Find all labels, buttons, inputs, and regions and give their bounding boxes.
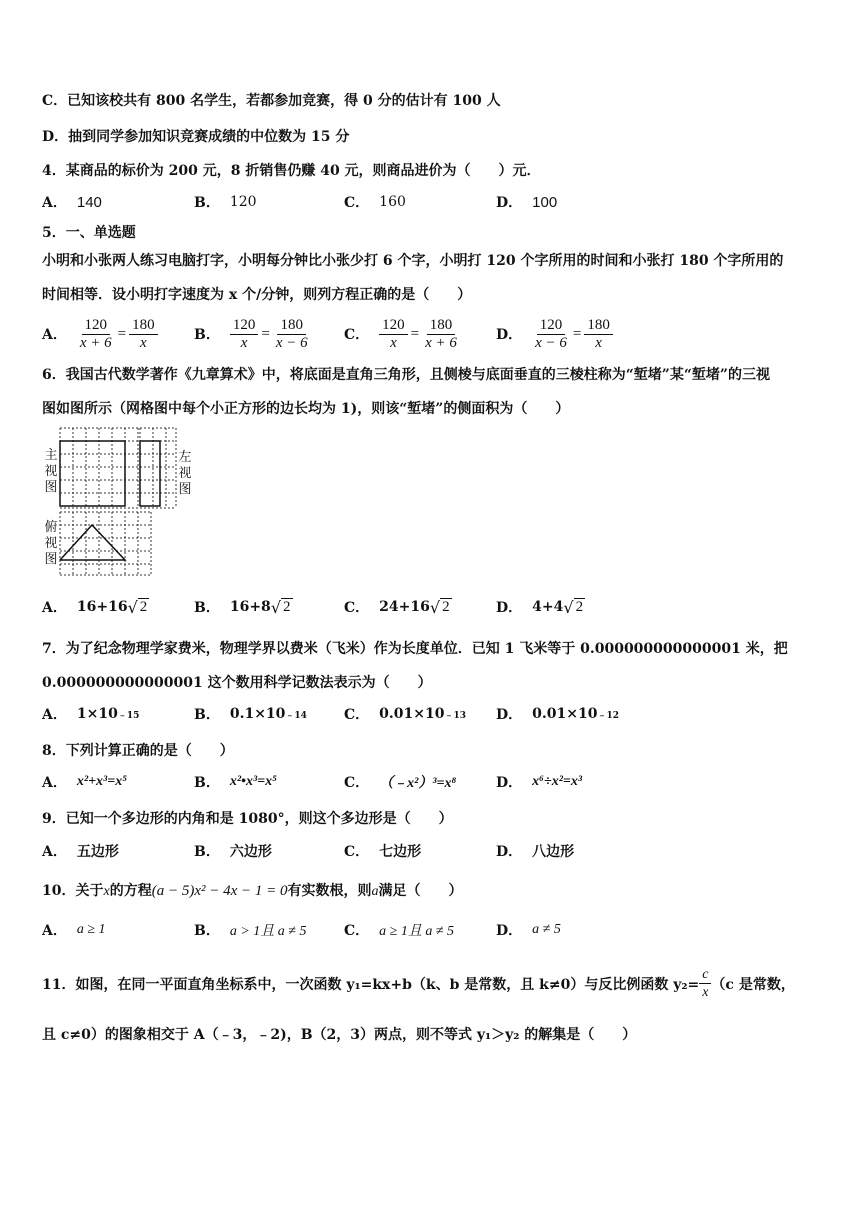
- q10-options: [42, 913, 842, 947]
- top-view-label: 俯视图: [44, 520, 58, 567]
- q5-option-d: D． $\frac{120}{x - 6}$ = $\frac{180}{x}$: [496, 314, 613, 354]
- q4-option-a: A． 140: [42, 193, 102, 211]
- q10-option-a: A． a ≥ 1: [42, 922, 106, 939]
- q6-option-b: B． 16+8 √ 2: [194, 597, 291, 617]
- q5-heading: 5．一、单选题: [42, 225, 136, 241]
- q9-option-b: B． 六边形: [194, 844, 272, 860]
- fraction: $\frac{120}{x}$: [230, 317, 259, 352]
- fraction: $\frac{120}{x - 6}$: [535, 316, 567, 351]
- q9-option-d: D． 八边形: [496, 844, 575, 860]
- fraction: $\frac{180}{x}$: [584, 317, 613, 352]
- q4-option-d: D． 100: [496, 193, 558, 211]
- q9-stem: 9．已知一个多边形的内角和是 1080°，则这个多边形是（ ）: [42, 811, 453, 827]
- front-view-label: 主视图: [44, 448, 58, 495]
- sqrt: √ 2: [429, 597, 450, 617]
- fraction: $\frac{180}{x}$: [129, 317, 158, 352]
- q7-stem-line1: 7．为了纪念物理学家费米，物理学界以费米（飞米）作为长度单位．已知 1 飞米等于 0.000000000000001 米，把: [42, 641, 788, 657]
- q8-option-a: A． x²+x³=x⁵: [42, 774, 128, 791]
- fraction: $\frac{180}{x + 6}$: [425, 316, 457, 351]
- q6-option-a: A． 16+16 √ 2: [42, 597, 148, 617]
- q5-option-a: A． $\frac{120}{x + 6}$ = $\frac{180}{x}$: [42, 314, 158, 354]
- three-view-grid: [42, 420, 202, 585]
- q6-stem-line2: 图如图所示（网格图中每个小正方形的边长均为 1)，则该“堑堵”的侧面积为（ ）: [42, 401, 570, 417]
- q10-option-c: C． a ≥ 1且 a ≠ 5: [344, 923, 455, 939]
- sqrt: √ 2: [563, 597, 584, 617]
- q6-stem-line1: 6．我国古代数学著作《九章算术》中，将底面是直角三角形，且侧棱与底面垂直的三棱柱称为“堑堵”某“堑堵”的三视: [42, 367, 770, 383]
- q9-options: [42, 834, 842, 868]
- fraction: $\frac{120}{x + 6}$: [79, 316, 112, 351]
- q7-option-d: D． 0.01×10 ﹣12: [496, 706, 619, 723]
- q4-option-c: C． 160: [344, 194, 406, 211]
- sqrt: √ 2: [270, 597, 291, 617]
- q3-option-d: D．抽到同学参加知识竞赛成绩的中位数为 15 分: [42, 129, 350, 145]
- q4-stem: 4．某商品的标价为 200 元，8 折销售仍赚 40 元，则商品进价为（ ）元．: [42, 163, 541, 179]
- q4-options: [42, 185, 842, 219]
- q7-option-c: C． 0.01×10 ﹣13: [344, 706, 466, 723]
- q3-option-c: C．已知该校共有 800 名学生，若都参加竞赛，得 0 分的估计有 100 人: [42, 93, 501, 109]
- q8-option-b: B． x²•x³=x⁵: [194, 774, 277, 791]
- q11-stem-line1: 11．如图，在同一平面直角坐标系中，一次函数 y₁=kx+b（k、b 是常数，且 k≠0）与反比例函数 y₂= $\frac{c}{x}$ （c 是常数，: [42, 967, 795, 1000]
- q4-option-b: B． 120: [194, 194, 257, 211]
- q8-options: [42, 765, 842, 799]
- q5-options: [42, 314, 842, 354]
- q5-stem-line1: 小明和小张两人练习电脑打字，小明每分钟比小张少打 6 个字，小明打 120 个字所用的时间和小张打 180 个字所用的: [42, 253, 784, 269]
- q10-stem: 10．关于x的方程(a − 5)x² − 4x − 1 = 0有实数根，则a满足（ ）: [42, 883, 463, 899]
- q8-stem: 8．下列计算正确的是（ ）: [42, 743, 234, 759]
- sqrt: √ 2: [127, 597, 148, 617]
- left-view-label: 左视图: [178, 450, 192, 497]
- fraction: $\frac{c}{x}$: [699, 966, 711, 1001]
- q7-option-a: A． 1×10 ﹣15: [42, 706, 140, 723]
- q8-option-d: D． x⁶÷x²=x³: [496, 774, 583, 791]
- q6-options: [42, 590, 842, 624]
- q7-option-b: B． 0.1×10 ﹣14: [194, 706, 307, 723]
- q5-option-b: B． $\frac{120}{x}$ = $\frac{180}{x - 6}$: [194, 314, 311, 354]
- fraction: $\frac{120}{x}$: [379, 317, 408, 352]
- q9-option-c: C． 七边形: [344, 844, 422, 860]
- fraction: $\frac{180}{x - 6}$: [275, 316, 308, 351]
- q8-option-c: C． （﹣x²）³=x⁸: [344, 775, 457, 791]
- q11-stem-line2: 且 c≠0）的图象相交于 A（﹣3，﹣2)，B（2，3）两点，则不等式 y₁＞y₂ 的解集是（ ）: [42, 1027, 637, 1043]
- q6-option-d: D． 4+4 √ 2: [496, 597, 584, 617]
- three-view-figure: [42, 420, 202, 585]
- q10-option-b: B． a > 1且 a ≠ 5: [194, 923, 307, 939]
- q7-options: [42, 697, 842, 731]
- q10-option-d: D． a ≠ 5: [496, 922, 561, 939]
- q9-option-a: A． 五边形: [42, 844, 119, 860]
- q7-stem-line2: 0.000000000000001 这个数用科学记数法表示为（ ）: [42, 675, 432, 691]
- q5-stem-line2: 时间相等．设小明打字速度为 x 个/分钟，则列方程正确的是（ ）: [42, 287, 472, 303]
- q5-option-c: C． $\frac{120}{x}$ = $\frac{180}{x + 6}$: [344, 314, 460, 354]
- q6-option-c: C． 24+16 √ 2: [344, 597, 450, 617]
